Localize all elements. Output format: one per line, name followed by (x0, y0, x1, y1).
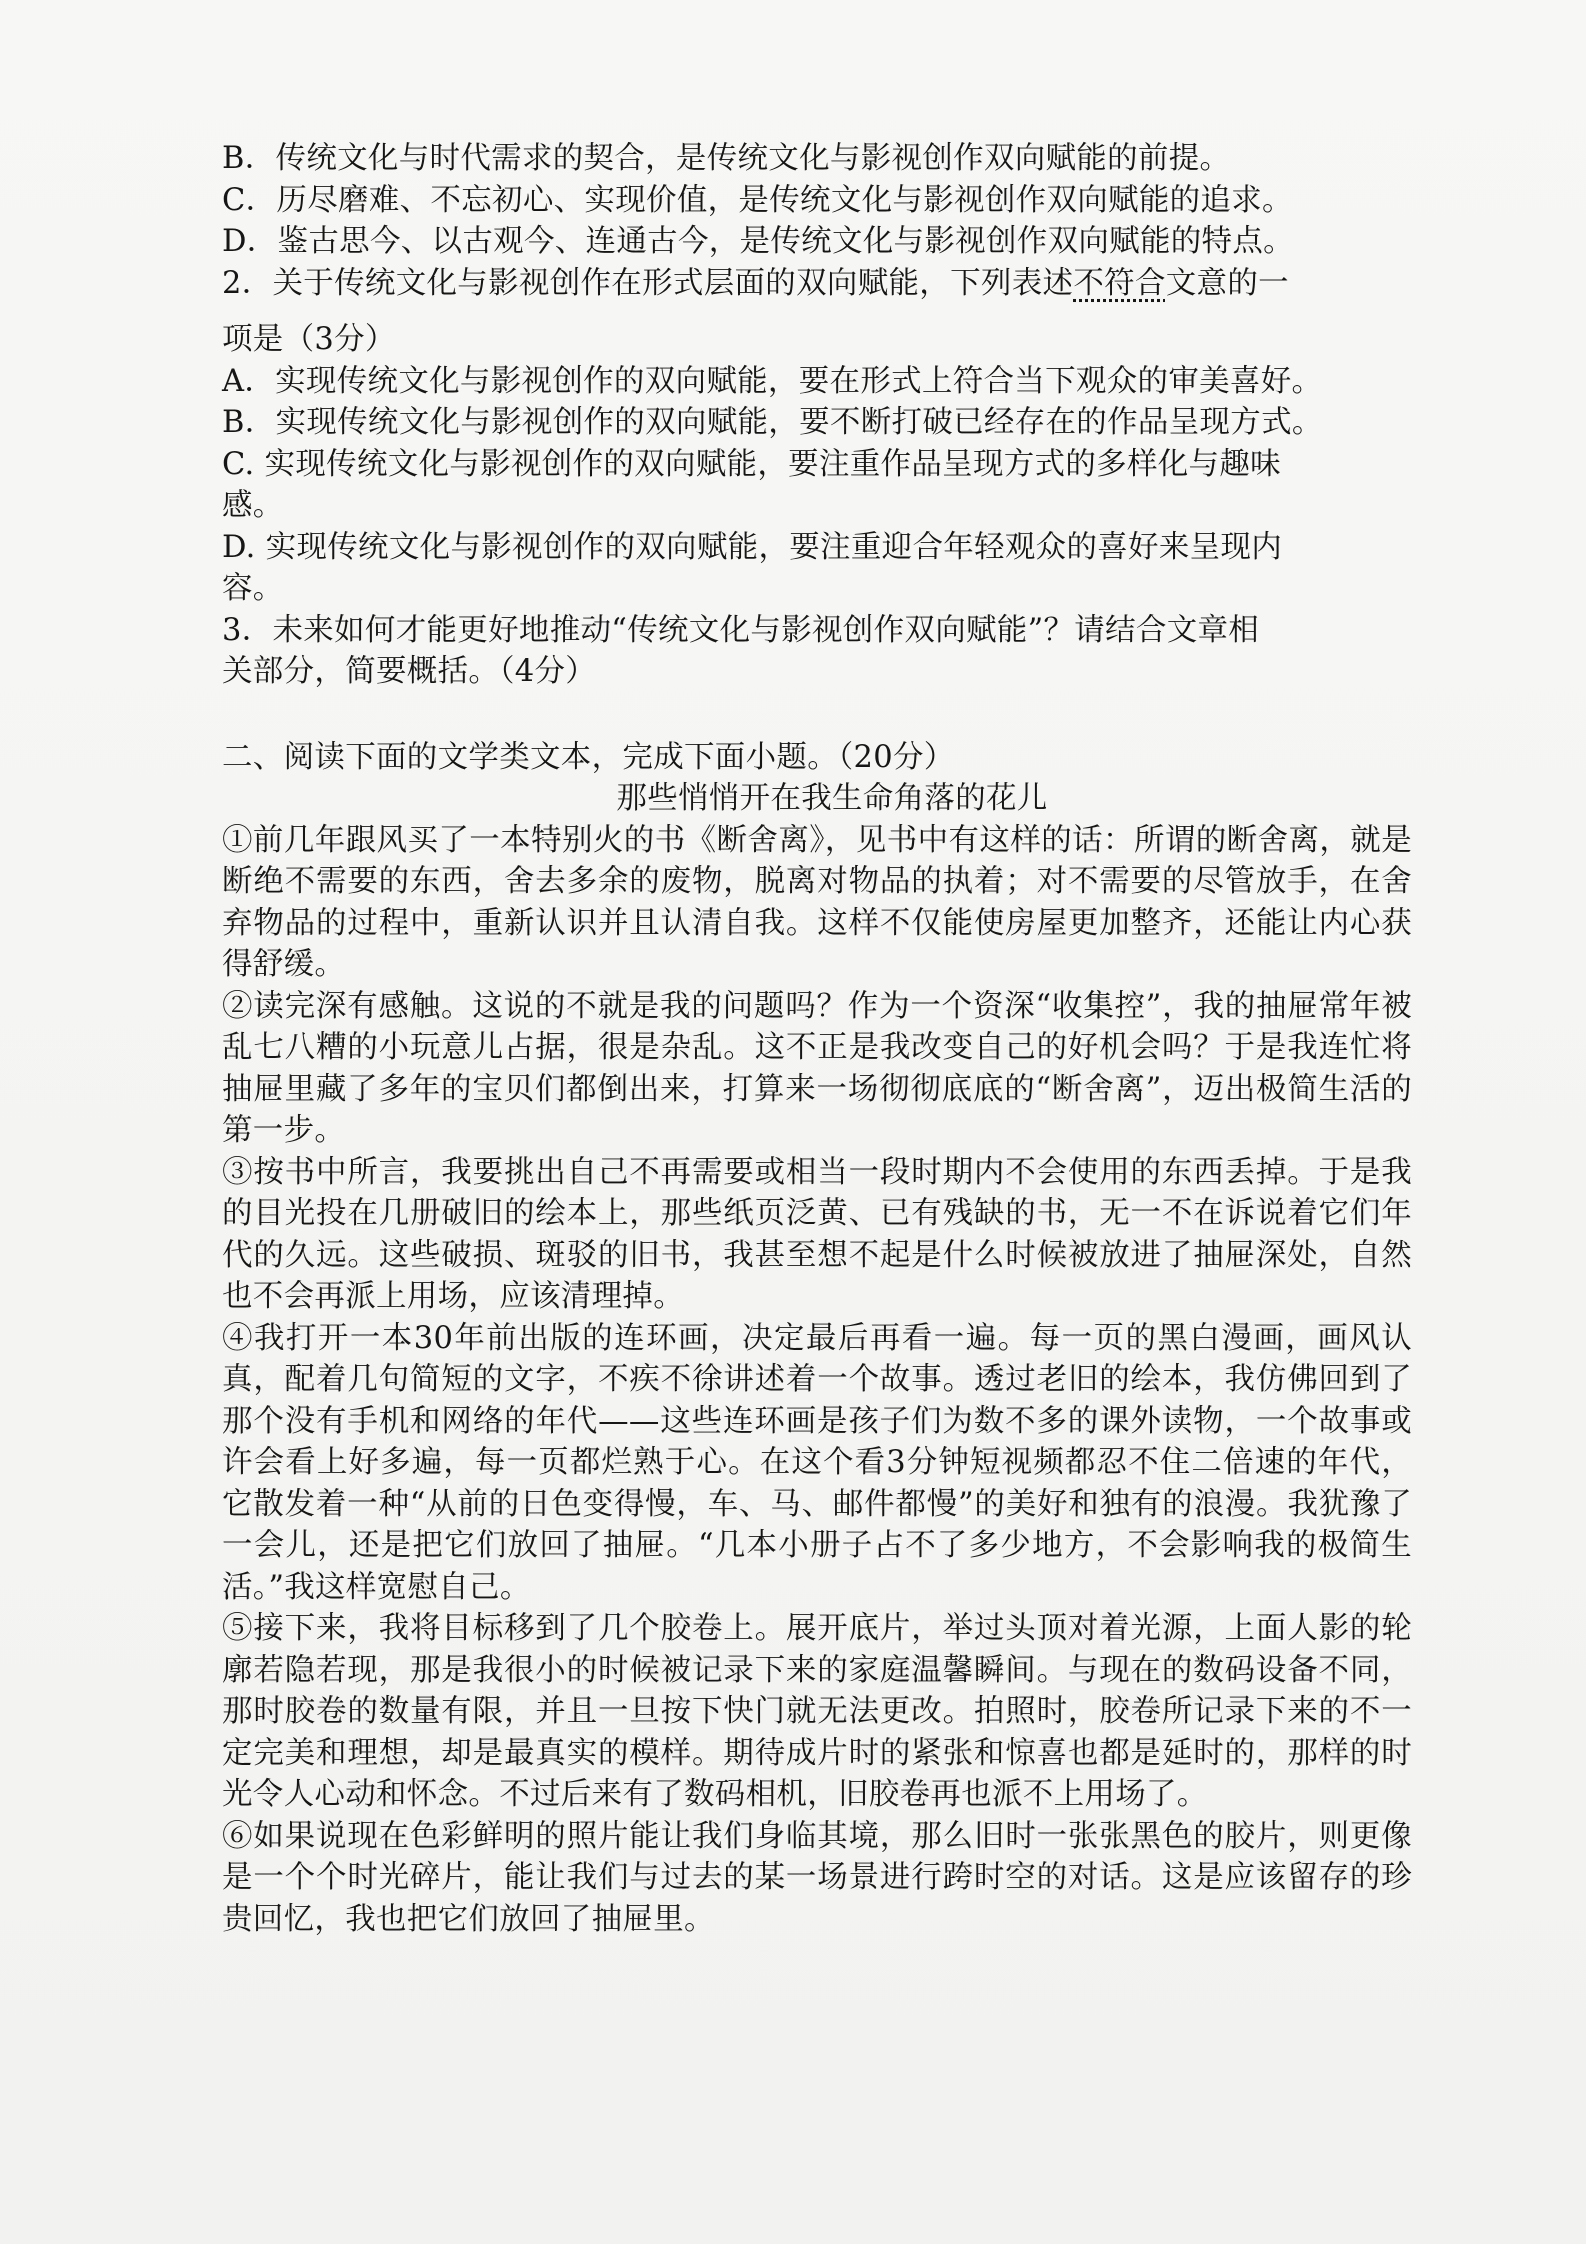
story-paragraph-5: ⑤接下来，我将目标移到了几个胶卷上。展开底片，举过头顶对着光源，上面人影的轮廓若隐若现，那是我很小的时候被记录下来的家庭温馨瞬间。与现在的数码设备不同，那时胶卷的数量有限，并且一旦按下快门就无法更改。拍照时，胶卷所记录下来的不一定完美和理想，却是最真实的模样。期待成片时的紧张和惊喜也都是延时的，那样的时光令人心动和怀念。不过后来有了数码相机，旧胶卷再也派不上用场了。 (222, 1611, 1412, 1812)
story-paragraph-4: ④我打开一本30年前出版的连环画，决定最后再看一遍。每一页的黑白漫画，画风认真，配着几句简短的文字，不疾不徐讲述着一个故事。透过老旧的绘本，我仿佛回到了那个没有手机和网络的年代——这些连环画是孩子们为数不多的课外读物，一个故事或许会看上好多遍，每一页都烂熟于心。在这个看3分钟短视频都忍不住二倍速的年代，它散发着一种“从前的日色变得慢，车、马、邮件都慢”的美好和独有的浪漫。我犹豫了一会儿，还是把它们放回了抽屉。“几本小册子占不了多少地方，不会影响我的极简生活。”我这样宽慰自己。 (222, 1320, 1412, 1605)
section-heading: 二、阅读下面的文学类文本，完成下面小题。（20分） (222, 739, 955, 775)
q3-line2: 关部分，简要概括。（4分） (222, 654, 597, 689)
story-paragraph-6: ⑥如果说现在色彩鲜明的照片能让我们身临其境，那么旧时一张张黑色的胶片，则更像是一个个时光碎片，能让我们与过去的某一场景进行跨时空的对话。这是应该留存的珍贵回忆，我也把它们放回了抽屉里。 (222, 1818, 1412, 1937)
page-content (222, 138, 1412, 1940)
spacer (222, 304, 1412, 319)
q1-option-c: C．历尽磨难、不忘初心、实现价值，是传统文化与影视创作双向赋能的追求。 (222, 182, 1293, 218)
q2-stem-after: 文意的一 (1165, 265, 1289, 301)
q1-option-b: B．传统文化与时代需求的契合，是传统文化与影视创作双向赋能的前提。 (222, 141, 1231, 176)
q2-option-c-line1: C. 实现传统文化与影视创作的双向赋能，要注重作品呈现方式的多样化与趣味 (222, 446, 1281, 482)
q2-stem-emphasis: 不符合 (1073, 265, 1166, 301)
q2-option-d-line2: 容。 (222, 571, 284, 606)
story-paragraph-3: ③按书中所言，我要挑出自己不再需要或相当一段时期内不会使用的东西丢掉。于是我的目光投在几册破旧的绘本上，那些纸页泛黄、已有残缺的书，无一不在诉说着它们年代的久远。这些破损、斑驳的旧书，我甚至想不起是什么时候被放进了抽屉深处，自然也不会再派上用场，应该清理掉。 (222, 1154, 1412, 1314)
q2-stem-before: 2．关于传统文化与影视创作在形式层面的双向赋能，下列表述 (222, 265, 1074, 301)
q1-option-d: D．鉴古思今、以古观今、连通古今，是传统文化与影视创作双向赋能的特点。 (222, 224, 1294, 259)
q2-option-d-line1: D. 实现传统文化与影视创作的双向赋能，要注重迎合年轻观众的喜好来呈现内 (222, 529, 1283, 565)
story-title: 那些悄悄开在我生命角落的花儿 (616, 781, 1048, 816)
story-paragraph-1: ①前几年跟风买了一本特别火的书《断舍离》，见书中有这样的话：所谓的断舍离，就是断绝不需要的东西，舍去多余的废物，脱离对物品的执着；对不需要的尽管放手，在舍弃物品的过程中，重新认识并且认清自我。这样不仅能使房屋更加整齐，还能让内心获得舒缓。 (222, 822, 1412, 982)
spacer (222, 693, 1412, 737)
q2-option-a: A．实现传统文化与影视创作的双向赋能，要在形式上符合当下观众的审美喜好。 (222, 363, 1323, 399)
story-paragraph-2: ②读完深有感触。这说的不就是我的问题吗？作为一个资深“收集控”，我的抽屉常年被乱七八糟的小玩意儿占据，很是杂乱。这不正是我改变自己的好机会吗？于是我连忙将抽屉里藏了多年的宝贝们都倒出来，打算来一场彻彻底底的“断舍离”，迈出极简生活的第一步。 (222, 988, 1412, 1148)
q2-stem (222, 263, 1412, 305)
q2-option-b: B．实现传统文化与影视创作的双向赋能，要不断打破已经存在的作品呈现方式。 (222, 405, 1323, 440)
q2-stem-line2: 项是（3分） (222, 322, 396, 357)
q3-line1: 3．未来如何才能更好地推动“传统文化与影视创作双向赋能”？请结合文章相 (222, 612, 1260, 648)
q2-option-c-line2: 感。 (222, 488, 284, 523)
